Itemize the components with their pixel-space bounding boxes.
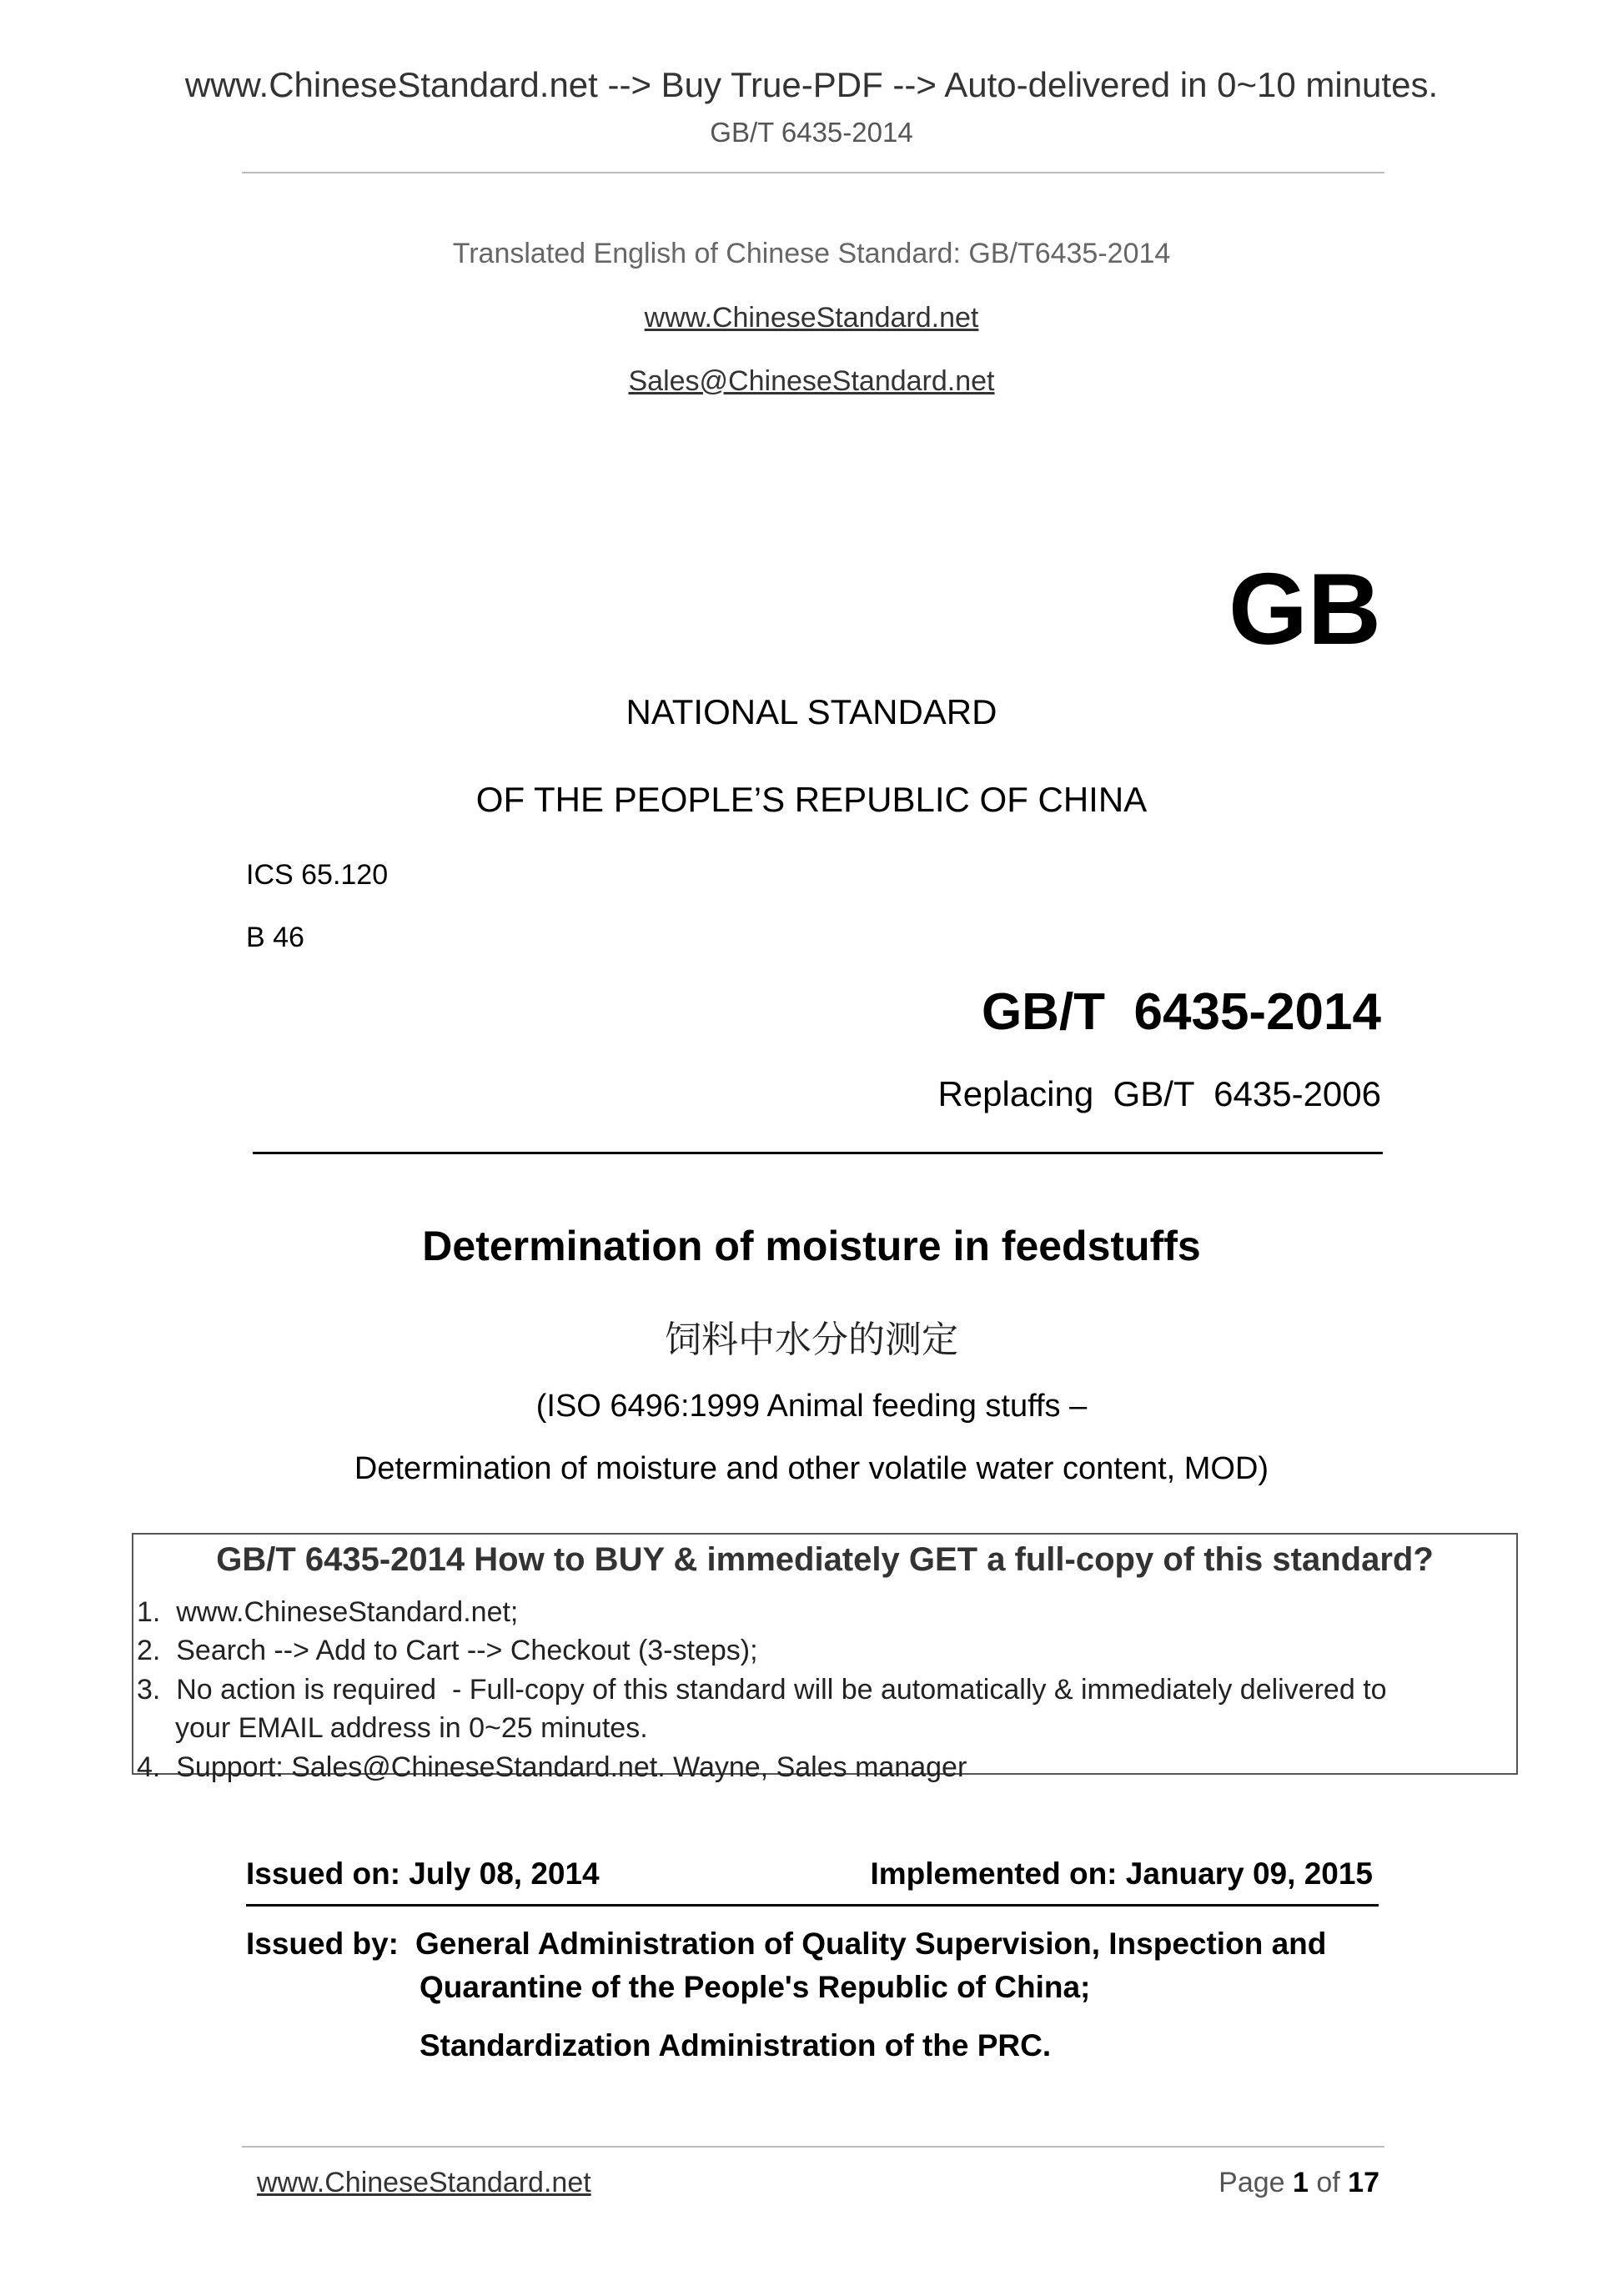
header-standard-number: GB/T 6435-2014 [710,117,913,148]
ccs-code: B 46 [246,922,304,953]
title-divider [253,1152,1383,1154]
iso-reference-line1: (ISO 6496:1999 Animal feeding stuffs – [535,1389,1088,1424]
page-of: of [1308,2167,1349,2198]
national-standard-heading: NATIONAL STANDARD [626,692,997,731]
header-divider [242,172,1384,173]
page-indicator [1219,2167,1379,2199]
replacing-standard: Replacing GB/T 6435-2006 [937,1074,1381,1113]
standard-number: GB/T 6435-2014 [981,983,1381,1041]
page-total: 17 [1348,2167,1379,2198]
issued-by-label: Issued by: [246,1927,399,1961]
buy-step-4: 4. Support: Sales@ChineseStandard.net. Wayne, Sales manager [137,1751,967,1783]
prc-heading: OF THE PEOPLE’S REPUBLIC OF CHINA [475,780,1148,819]
translation-title: Translated English of Chinese Standard: GB/T6435-2014 [452,238,1171,269]
dates-divider [246,1904,1379,1907]
ics-code: ICS 65.120 [246,859,389,891]
document-title-en: Determination of moisture in feedstuffs [422,1223,1201,1269]
buy-instructions-box [132,1533,1518,1783]
translation-website-wrap [0,302,1623,334]
buy-step-3-continued: your EMAIL address in 0~25 minutes. [175,1712,648,1744]
issued-by-line3: Standardization Administration of the PRC. [420,2028,1052,2062]
translation-email-wrap [0,365,1623,398]
implemented-on-date: Implemented on: January 09, 2015 [870,1856,1373,1891]
document-title-cn: 饲料中水分的测定 [665,1319,958,1361]
issued-on-date: Issued on: July 08, 2014 [246,1856,600,1891]
footer-website-wrap [257,2167,591,2199]
iso-reference-line2: Determination of moisture and other volatile water content, MOD) [354,1451,1269,1486]
gb-logo: GB [1229,552,1381,666]
buy-step-2: 2. Search --> Add to Cart --> Checkout (3-steps); [137,1635,758,1666]
page-current: 1 [1293,2167,1309,2198]
footer-website-link[interactable]: www.ChineseStandard.net [257,2167,591,2198]
buy-box-title: GB/T 6435-2014 How to BUY & immediately GET a full-copy of this standard? [216,1541,1434,1578]
header-site-banner: www.ChineseStandard.net --> Buy True-PDF --> Auto-delivered in 0~10 minutes. [184,65,1439,104]
buy-step-3: 3. No action is required - Full-copy of this standard will be automatically & immediately delivered to [137,1674,1387,1706]
page-prefix: Page [1219,2167,1293,2198]
translation-website-link[interactable]: www.ChineseStandard.net [644,302,979,334]
translation-email-link[interactable]: Sales@ChineseStandard.net [628,365,995,397]
buy-step-1: 1. www.ChineseStandard.net; [137,1596,519,1628]
footer-divider [242,2146,1384,2148]
issued-by-line1: General Administration of Quality Supervision, Inspection and [415,1927,1327,1961]
issued-by-line2: Quarantine of the People's Republic of China; [420,1970,1091,2004]
